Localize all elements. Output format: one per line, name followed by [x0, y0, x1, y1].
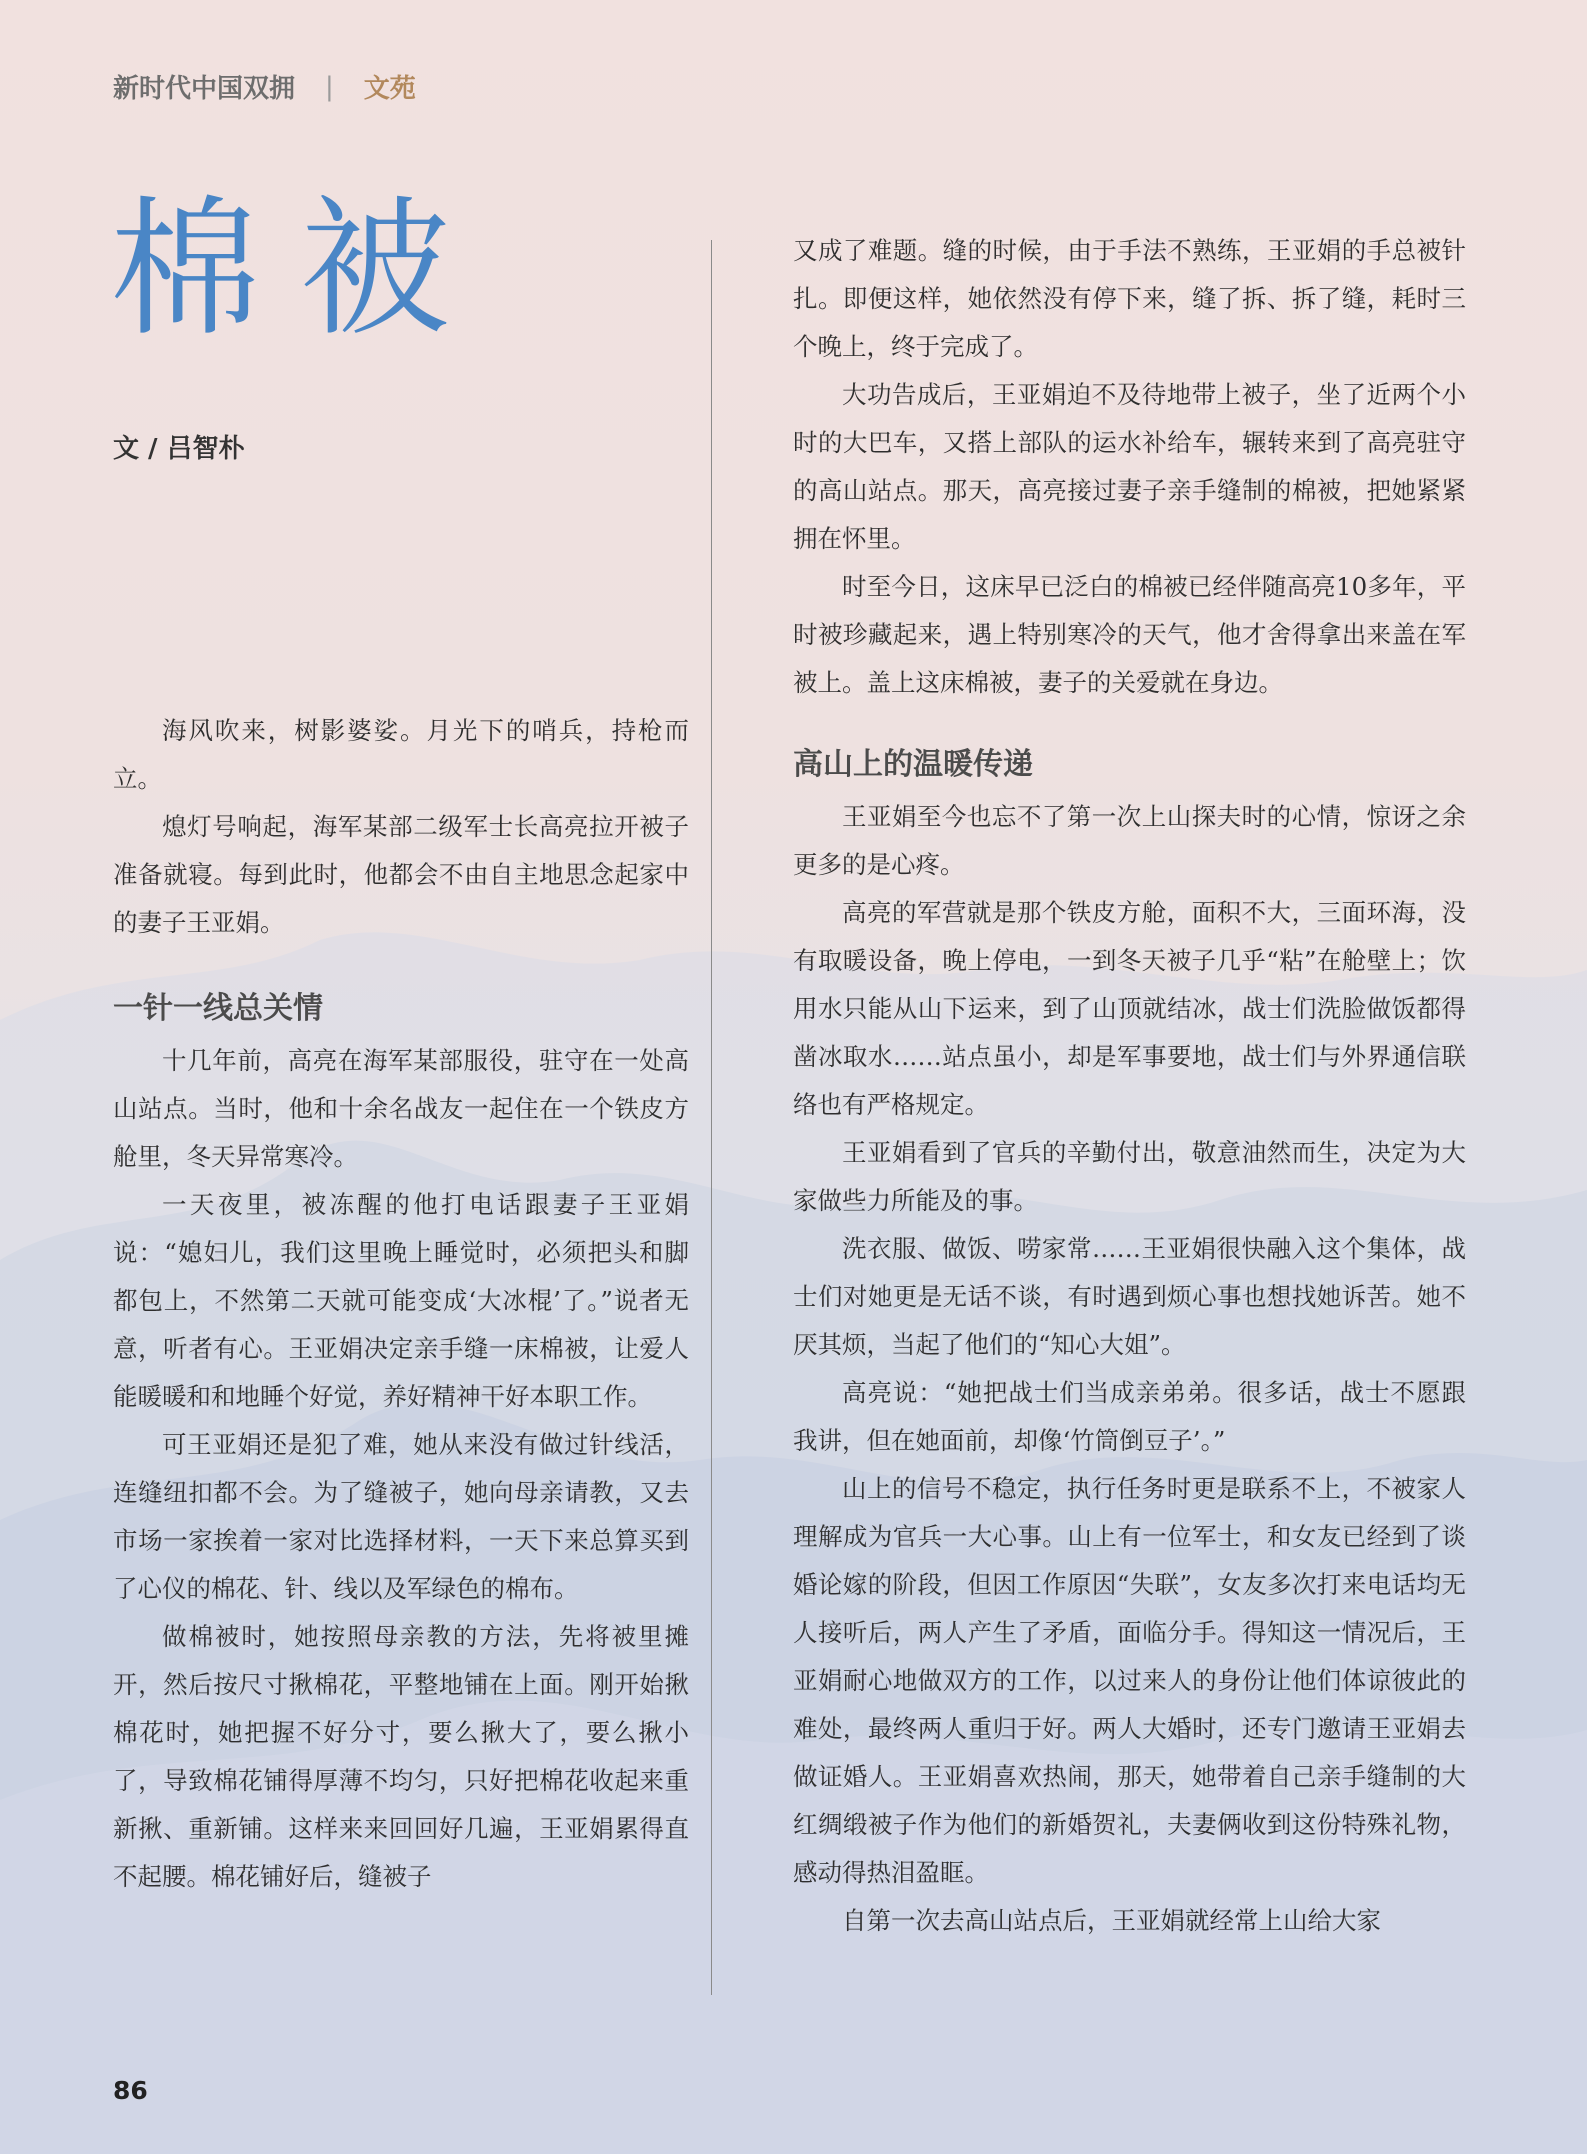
article-author: 文 / 吕智朴: [113, 434, 245, 464]
page-header: [113, 68, 416, 105]
left-text-column: [113, 707, 689, 1901]
paragraph: 自第一次去高山站点后，王亚娟就经常上山给大家: [842, 1906, 1381, 1935]
right-text-column: [793, 227, 1466, 1945]
paragraph: 可王亚娟还是犯了难，她从来没有做过针线活，连缝纽扣都不会。为了缝被子，她向母亲请教，又去市场一家挨着一家对比选择材料，一天下来总算买到了心仪的棉花、针、线以及军绿色的棉布。: [113, 1430, 689, 1603]
paragraph: 熄灯号响起，海军某部二级军士长高亮拉开被子准备就寝。每到此时，他都会不由自主地思念起家中的妻子王亚娟。: [113, 812, 689, 937]
paragraph: 做棉被时，她按照母亲教的方法，先将被里摊开，然后按尺寸揪棉花，平整地铺在上面。刚开始揪棉花时，她把握不好分寸，要么揪大了，要么揪小了，导致棉花铺得厚薄不均匀，只好把棉花收起来重新揪、重新铺。这样来来回回好几遍，王亚娟累得直不起腰。棉花铺好后，缝被子: [113, 1622, 689, 1891]
paragraph: 大功告成后，王亚娟迫不及待地带上被子，坐了近两个小时的大巴车，又搭上部队的运水补给车，辗转来到了高亮驻守的高山站点。那天，高亮接过妻子亲手缝制的棉被，把她紧紧拥在怀里。: [793, 380, 1466, 553]
paragraph: 洗衣服、做饭、唠家常……王亚娟很快融入这个集体，战士们对她更是无话不谈，有时遇到烦心事也想找她诉苦。她不厌其烦，当起了他们的“知心大姐”。: [793, 1234, 1466, 1359]
paragraph: 一天夜里，被冻醒的他打电话跟妻子王亚娟说：“媳妇儿，我们这里晚上睡觉时，必须把头和脚都包上，不然第二天就可能变成‘大冰棍’了。”说者无意，听者有心。王亚娟决定亲手缝一床棉被，让爱人能暖暖和和地睡个好觉，养好精神干好本职工作。: [113, 1190, 689, 1411]
paragraph: 王亚娟至今也忘不了第一次上山探夫时的心情，惊讶之余更多的是心疼。: [793, 802, 1466, 879]
paragraph: 高亮的军营就是那个铁皮方舱，面积不大，三面环海，没有取暖设备，晚上停电，一到冬天被子几乎“粘”在舱壁上；饮用水只能从山下运来，到了山顶就结冰，战士们洗脸做饭都得凿冰取水……站点虽小，却是军事要地，战士们与外界通信联络也有严格规定。: [793, 898, 1466, 1119]
section-heading: 高山上的温暖传递: [793, 747, 1033, 782]
paragraph: 山上的信号不稳定，执行任务时更是联系不上，不被家人理解成为官兵一大心事。山上有一位军士，和女友已经到了谈婚论嫁的阶段，但因工作原因“失联”，女友多次打来电话均无人接听后，两人产生了矛盾，面临分手。得知这一情况后，王亚娟耐心地做双方的工作，以过来人的身份让他们体谅彼此的难处，最终两人重归于好。两人大婚时，还专门邀请王亚娟去做证婚人。王亚娟喜欢热闹，那天，她带着自己亲手缝制的大红绸缎被子作为他们的新婚贺礼，夫妻俩收到这份特殊礼物，感动得热泪盈眶。: [793, 1474, 1466, 1887]
paragraph: 时至今日，这床早已泛白的棉被已经伴随高亮10多年，平时被珍藏起来，遇上特别寒冷的天气，他才舍得拿出来盖在军被上。盖上这床棉被，妻子的关爱就在身边。: [793, 572, 1466, 697]
paragraph: 十几年前，高亮在海军某部服役，驻守在一处高山站点。当时，他和十余名战友一起住在一个铁皮方舱里，冬天异常寒冷。: [113, 1046, 689, 1171]
article-title: 棉被: [110, 183, 491, 357]
header-separator: |: [325, 71, 334, 102]
page-number: 86: [113, 2076, 148, 2105]
magazine-name: 新时代中国双拥: [113, 74, 296, 104]
section-heading: 一针一线总关情: [113, 991, 323, 1026]
paragraph: 海风吹来，树影婆娑。月光下的哨兵，持枪而立。: [113, 716, 689, 793]
section-name: 文苑: [363, 74, 416, 104]
paragraph: 又成了难题。缝的时候，由于手法不熟练，王亚娟的手总被针扎。即便这样，她依然没有停下来，缝了拆、拆了缝，耗时三个晚上，终于完成了。: [793, 236, 1466, 361]
paragraph: 王亚娟看到了官兵的辛勤付出，敬意油然而生，决定为大家做些力所能及的事。: [793, 1138, 1466, 1215]
paragraph: 高亮说：“她把战士们当成亲弟弟。很多话，战士不愿跟我讲，但在她面前，却像‘竹筒倒豆子’。”: [793, 1378, 1466, 1455]
column-divider: [711, 240, 712, 1995]
